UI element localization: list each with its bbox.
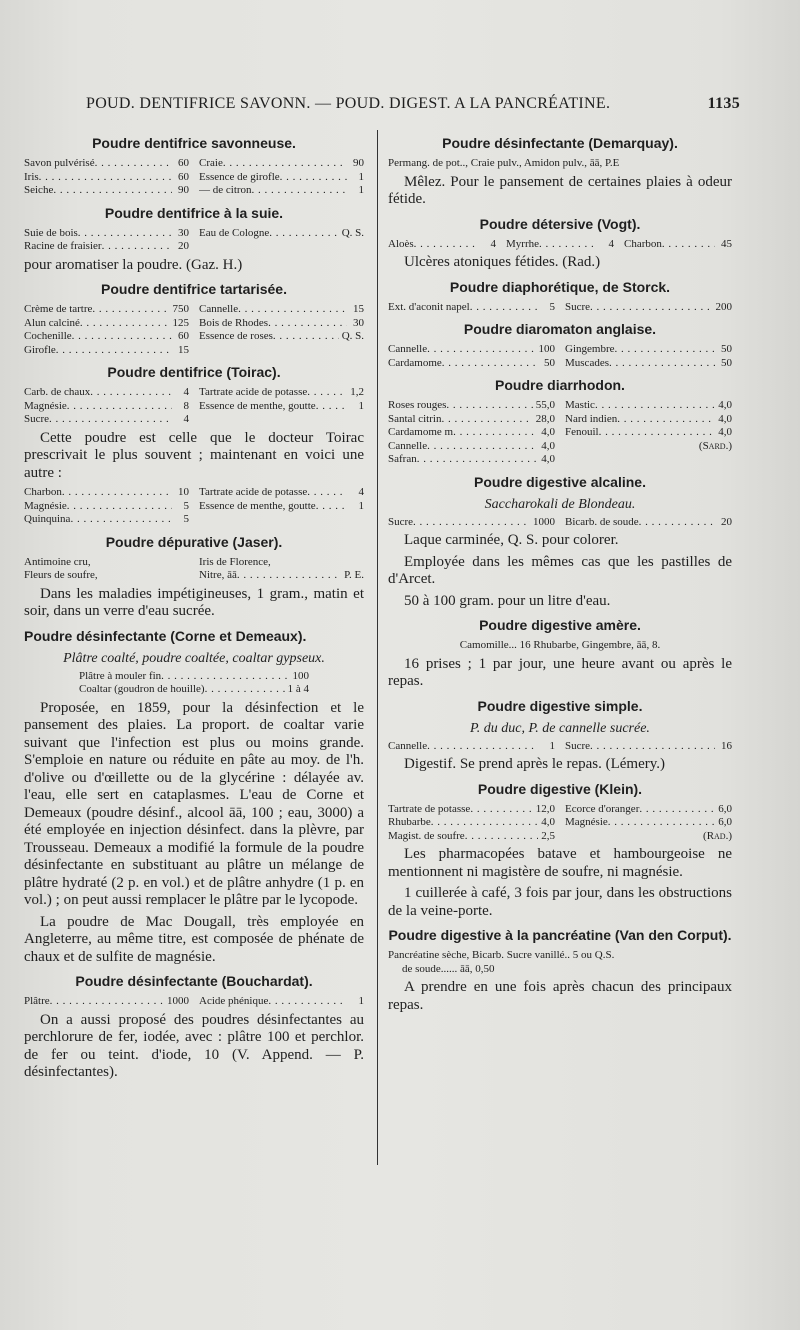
- quantity: 5: [183, 499, 189, 512]
- ingredient: Essence de roses: [199, 330, 273, 342]
- section-title: Poudre dentifrice à la suie.: [104, 204, 284, 221]
- ingredient: Ecorce d'oranger: [565, 802, 640, 815]
- quantity: 4: [608, 237, 614, 250]
- paragraph: Mêlez. Pour le pansement de certaines plaies à odeur fétide.: [388, 173, 732, 207]
- ingredient: Fenouil: [565, 426, 599, 438]
- source-citation: (Sard.): [698, 439, 732, 452]
- source-citation: (Rad.): [703, 829, 732, 842]
- quantity: 4: [358, 486, 364, 498]
- ingredient: Nitre, āā: [199, 569, 237, 581]
- recipe-row: [388, 426, 732, 440]
- quantity: 2,5: [541, 829, 555, 842]
- recipe: [388, 516, 732, 530]
- ingredient: Magist. de soufre: [388, 829, 465, 842]
- paragraph: On a aussi proposé des poudres désinfectantes au perchlorure de fer, iodée, avec : plâtre 100 et perchlor. de fer ou teint. d'iode, 10 (V. Append. — P. désinfectantes).: [24, 1011, 364, 1080]
- recipe: [388, 399, 732, 467]
- recipe-row: [24, 157, 364, 171]
- ingredient: Essence de girofle: [199, 170, 280, 183]
- quantity: 50: [544, 356, 555, 369]
- recipe: [388, 740, 732, 754]
- ingredient: Cannelle: [388, 739, 428, 752]
- recipe-row: [388, 413, 732, 427]
- recipe: [24, 486, 364, 527]
- ingredient: Magnésie: [565, 816, 608, 828]
- recipe-row: [388, 803, 732, 817]
- paragraph: Laque carminée, Q. S. pour colorer.: [404, 532, 619, 548]
- paragraph: 1 cuillerée à café, 3 fois par jour, dans les obstructions de la veine-porte.: [388, 885, 732, 919]
- recipe-row: [24, 184, 364, 198]
- ingredient: Crème de tartre: [24, 303, 93, 315]
- recipe-row: [388, 343, 732, 357]
- recipe-row: [24, 400, 364, 414]
- quantity: 60: [178, 157, 189, 169]
- ingredient: Rhubarbe: [388, 816, 431, 828]
- quantity: 1: [358, 399, 364, 412]
- quantity: 1: [358, 995, 364, 1007]
- ingredient: Iris de Florence,: [199, 555, 271, 568]
- paragraph: 50 à 100 gram. pour un litre d'eau.: [404, 592, 611, 609]
- ingredient: Bois de Rhodes: [199, 316, 269, 329]
- recipe-row: [24, 413, 364, 427]
- quantity: 1: [358, 170, 364, 183]
- paragraph: Digestif. Se prend après le repas. (Lémery.): [404, 756, 666, 772]
- paragraph: La poudre de Mac Dougall, très employée en Angleterre, au même titre, est composée de phénate de chaux et de sulfite de magnésie.: [24, 913, 364, 965]
- recipe-row: [388, 238, 732, 252]
- ingredient: Cannelle: [388, 343, 428, 355]
- quantity: 90: [178, 184, 189, 196]
- ingredient: Cannelle: [388, 439, 428, 452]
- recipe: [388, 343, 732, 370]
- recipe-row: [79, 683, 309, 697]
- recipe: [388, 238, 732, 252]
- recipe-row: [24, 344, 364, 358]
- paragraph: Ulcères atoniques fétides. (Rad.): [404, 254, 601, 270]
- section-title: Poudre dentifrice savonneuse.: [92, 135, 296, 151]
- recipe-row: [24, 303, 364, 317]
- recipe-row: [24, 317, 364, 331]
- ingredient: Sucre: [565, 739, 591, 752]
- recipe: [24, 227, 364, 254]
- recipe-row: [24, 240, 364, 254]
- recipe: [388, 803, 732, 844]
- paragraph: Employée dans les mêmes cas que les pastilles de d'Arcet.: [388, 553, 732, 587]
- ingredient: Mastic: [565, 399, 595, 411]
- recipe-row: [24, 556, 364, 570]
- quantity: 1: [358, 499, 364, 512]
- section-subtitle: Saccharokali de Blondeau.: [484, 496, 636, 512]
- paragraph: pour aromatiser la poudre. (Gaz. H.): [24, 256, 243, 273]
- section-title: Poudre désinfectante (Corne et Demeaux).: [24, 627, 307, 644]
- quantity: 4,0: [541, 453, 555, 465]
- recipe: [24, 303, 364, 357]
- ingredient: Iris: [24, 170, 39, 183]
- ingredient: Savon pulvérisé: [24, 157, 95, 169]
- section-title: Poudre digestive amère.: [479, 617, 641, 633]
- quantity: 60: [178, 330, 189, 342]
- recipe-line: Permang. de pot.., Craie pulv., Amidon pulv., āā, P.E: [388, 157, 620, 169]
- quantity: 45: [721, 237, 732, 250]
- section-subtitle: P. du duc, P. de cannelle sucrée.: [470, 720, 650, 736]
- quantity: 6,0: [718, 816, 732, 828]
- running-head: [86, 95, 740, 119]
- quantity: 5: [549, 300, 555, 313]
- recipe-row: [24, 386, 364, 400]
- ingredient: Tartrate de potasse: [388, 802, 471, 815]
- recipe-row: [388, 816, 732, 830]
- ingredient: Charbon: [24, 486, 62, 498]
- quantity: 8: [183, 399, 189, 412]
- paragraph: Les pharmacopées batave et hambourgeoise ne mentionnent ni magistère de soufre, ni magnésie.: [388, 846, 732, 880]
- ingredient: Bicarb. de soude: [565, 515, 639, 528]
- quantity: 50: [721, 356, 732, 369]
- quantity: 1000: [167, 995, 189, 1007]
- quantity: 1: [358, 184, 364, 196]
- ingredient: Sucre: [24, 413, 50, 425]
- ingredient: Gingembre: [565, 343, 615, 355]
- recipe-row: [24, 569, 364, 583]
- ingredient: Cardamome: [388, 356, 442, 369]
- quantity: 5: [183, 513, 189, 525]
- quantity: Q. S.: [341, 226, 364, 239]
- ingredient: Cardamome m: [388, 426, 454, 438]
- recipe-line: Camomille... 16 Rhubarbe, Gingembre, āā, 8.: [459, 639, 661, 651]
- recipe: [79, 670, 309, 697]
- recipe-row: [388, 301, 732, 315]
- quantity: 4: [183, 413, 189, 425]
- ingredient: — de citron: [199, 184, 252, 196]
- recipe: [24, 386, 364, 427]
- quantity: 1000: [533, 515, 555, 528]
- quantity: 100: [538, 343, 555, 355]
- quantity: 1 à 4: [287, 683, 309, 695]
- recipe-row: [388, 399, 732, 413]
- ingredient: Quinquina: [24, 513, 71, 525]
- ingredient: Plâtre à mouler fin: [79, 669, 162, 682]
- quantity: 55,0: [535, 399, 555, 411]
- quantity: 16: [721, 739, 732, 752]
- section-title: Poudre digestive simple.: [477, 697, 643, 714]
- section-title: Poudre diarrhodon.: [495, 377, 625, 393]
- right-column: [388, 128, 732, 1018]
- ingredient: Muscades: [565, 356, 609, 369]
- ingredient: Magnésie: [24, 499, 67, 512]
- running-title: POUD. DENTIFRICE SAVONN. — POUD. DIGEST. A LA PANCRÉATINE.: [86, 95, 611, 112]
- ingredient: Plâtre: [24, 995, 50, 1007]
- paragraph: A prendre en une fois après chacun des principaux repas.: [388, 979, 732, 1013]
- recipe: [24, 157, 364, 198]
- ingredient: Aloès: [388, 237, 414, 250]
- section-title: Poudre digestive à la pancréatine (Van den Corput).: [388, 927, 732, 943]
- quantity: 60: [178, 170, 189, 183]
- quantity: 4: [490, 237, 496, 250]
- recipe-row: [388, 453, 732, 467]
- ingredient: Essence de menthe, goutte: [199, 399, 316, 412]
- section-title: Poudre diaromaton anglaise.: [463, 321, 657, 337]
- ingredient: Girofle: [24, 343, 56, 356]
- page-number: 1135: [707, 95, 740, 112]
- recipe: [24, 995, 364, 1009]
- ingredient: Carb. de chaux: [24, 386, 91, 398]
- quantity: 4,0: [541, 426, 555, 438]
- paragraph: 16 prises ; 1 par jour, une heure avant ou après le repas.: [388, 655, 732, 689]
- quantity: Q. S.: [341, 330, 364, 342]
- recipe-row: [24, 330, 364, 344]
- ingredient: Antimoine cru,: [24, 555, 91, 568]
- ingredient: Eau de Cologne: [199, 226, 270, 239]
- recipe-row: [24, 513, 364, 527]
- ingredient: Craie: [199, 157, 223, 169]
- recipe-row: [388, 440, 732, 454]
- section-title: Poudre digestive alcaline.: [474, 473, 646, 490]
- ingredient: Santal citrin: [388, 412, 442, 425]
- recipe-row: [24, 227, 364, 241]
- paragraph: Cette poudre est celle que le docteur Toirac prescrivait le plus souvent ; maintenant en voici une autre :: [24, 429, 364, 481]
- quantity: 28,0: [535, 412, 555, 425]
- quantity: 4,0: [718, 399, 732, 411]
- section-title: Poudre détersive (Vogt).: [479, 215, 641, 232]
- ingredient: Roses rouges: [388, 399, 447, 411]
- quantity: 4,0: [541, 439, 555, 452]
- recipe-row: [24, 486, 364, 500]
- recipe-row: [24, 995, 364, 1009]
- quantity: 90: [353, 157, 364, 169]
- quantity: 12,0: [535, 802, 555, 815]
- ingredient: Magnésie: [24, 399, 67, 412]
- ingredient: Cannelle: [199, 303, 239, 315]
- ingredient: Nard indien: [565, 412, 618, 425]
- quantity: 50: [721, 343, 732, 355]
- quantity: 20: [178, 240, 189, 252]
- section-title: Poudre désinfectante (Demarquay).: [442, 135, 678, 151]
- ingredient: Charbon: [624, 237, 662, 250]
- section-title: Poudre désinfectante (Bouchardat).: [75, 973, 313, 989]
- ingredient: Cochenille: [24, 330, 72, 342]
- ingredient: Tartrate acide de potasse: [199, 386, 308, 398]
- recipe-row: [24, 171, 364, 185]
- section-title: Poudre digestive (Klein).: [477, 780, 643, 797]
- quantity: 15: [353, 303, 364, 315]
- quantity: 1,2: [350, 386, 364, 398]
- quantity: 10: [178, 486, 189, 498]
- ingredient: Suie de bois: [24, 226, 78, 239]
- quantity: 125: [172, 316, 189, 329]
- paragraph: Dans les maladies impétigineuses, 1 gram., matin et soir, dans un verre d'eau sucrée.: [24, 585, 364, 619]
- ingredient: Myrrhe: [506, 237, 539, 250]
- quantity: 4: [183, 386, 189, 398]
- ingredient: Essence de menthe, goutte: [199, 499, 316, 512]
- quantity: 15: [178, 343, 189, 356]
- ingredient: Sucre: [565, 300, 591, 313]
- paragraph: Proposée, en 1859, pour la désinfection et le pansement des plaies. La proport. de coaltar varie suivant que l'infection est plus ou moins grande. S'emploie en nature ou réduite en pâte au moy. de l'h. d'olive ou d'œillette ou de la glycérine : délayée av. l'eau, elle sert en cataplasmes. L'eau de Corne et Demeaux (poudre désinf., alcool āā, 100 ; eau, 3000) a été employée en injection désinfect. dans la plèvre, par Trousseau. Demeaux a modifié la formule de la poudre désinfectante en substituant au plâtre un mélange de plâtre hydraté (2 p. en vol.) et de plâtre anhydre (1 p. en vol.) ; on peut aussi remplacer le plâtre par le lycopode.: [24, 699, 364, 908]
- quantity: 4,0: [718, 412, 732, 425]
- quantity: 200: [715, 300, 732, 313]
- quantity: 100: [292, 669, 309, 682]
- ingredient: Fleurs de soufre,: [24, 569, 98, 581]
- ingredient: Sucre: [388, 515, 414, 528]
- ingredient: Coaltar (goudron de houille): [79, 683, 205, 695]
- ingredient: Safran: [388, 453, 417, 465]
- section-title: Poudre dentifrice tartarisée.: [101, 281, 287, 297]
- ingredient: Alun calciné: [24, 316, 80, 329]
- ingredient: Racine de fraisier: [24, 240, 102, 252]
- ingredient: Acide phénique: [199, 995, 269, 1007]
- recipe-row: [388, 830, 732, 844]
- recipe-line: Pancréatine sèche, Bicarb. Sucre vanillé.. 5 ou Q.S.: [388, 949, 615, 961]
- section-subtitle: Plâtre coalté, poudre coaltée, coaltar gypseux.: [63, 650, 325, 666]
- ingredient: Tartrate acide de potasse: [199, 486, 308, 498]
- column-divider: [377, 130, 378, 1165]
- section-title: Poudre diaphorétique, de Storck.: [449, 278, 671, 295]
- ingredient: Ext. d'aconit napel: [388, 300, 470, 313]
- quantity: 20: [721, 515, 732, 528]
- recipe-row: [388, 740, 732, 754]
- recipe: [388, 301, 732, 315]
- recipe-line: de soude...... āā, 0,50: [402, 962, 495, 975]
- left-column: [24, 128, 364, 1086]
- quantity: 30: [178, 226, 189, 239]
- quantity: 1: [549, 739, 555, 752]
- recipe-row: [79, 670, 309, 684]
- recipe-row: [388, 516, 732, 530]
- recipe-row: [388, 357, 732, 371]
- quantity: 4,0: [718, 426, 732, 438]
- quantity: 30: [353, 316, 364, 329]
- quantity: 6,0: [718, 802, 732, 815]
- quantity: P. E.: [344, 569, 364, 581]
- section-title: Poudre dépurative (Jaser).: [105, 533, 283, 550]
- recipe-row: [24, 500, 364, 514]
- quantity: 4,0: [541, 816, 555, 828]
- ingredient: Seiche: [24, 184, 54, 196]
- section-title: Poudre dentifrice (Toirac).: [107, 364, 281, 380]
- recipe: [24, 556, 364, 583]
- quantity: 750: [172, 303, 189, 315]
